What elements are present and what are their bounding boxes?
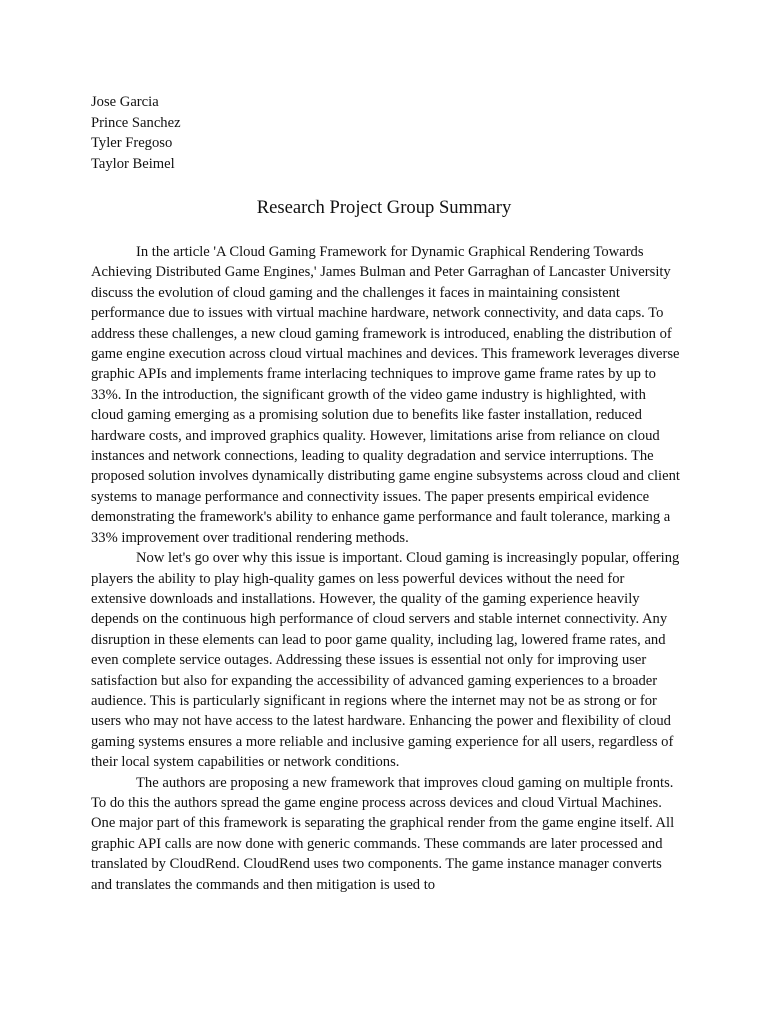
author-name: Tyler Fregoso [91,135,173,152]
author-name: Prince Sanchez [91,114,181,131]
document-title: Research Project Group Summary [256,197,512,218]
summary-paragraph-2: Now let's go over why this issue is important. Cloud gaming is increasingly popular, offering players the ability to play high-quality games on less powerful devices without the need for extensive downloads and installations. However, the quality of the gaming experience heavily depends on the continuous high performance of cloud servers and stable internet connectivity. Any disruption in these elements can lead to poor game quality, including lag, lowered frame rates, and even complete service outages. Addressing these issues is essential not only for improving user satisfaction but also for expanding the accessibility of advanced gaming experiences to a broader audience. This is particularly significant in regions where the internet may not be as strong or for users who may not have access to the latest hardware. Enhancing the power and flexibility of cloud gaming systems ensures a more reliable and inclusive gaming experience for all users, regardless of their local system capabilities or network conditions. [91,550,680,771]
summary-paragraph-1: In the article 'A Cloud Gaming Framework for Dynamic Graphical Rendering Towards Achieving Distributed Game Engines,' James Bulman and Peter Garraghan of Lancaster University discuss the evolution of cloud gaming and the challenges it faces in maintaining consistent performance due to issues with virtual machine hardware, network connectivity, and data caps. To address these challenges, a new cloud gaming framework is introduced, enabling the distribution of game engine execution across cloud virtual machines and devices. This framework leverages diverse graphic APIs and implements frame interlacing techniques to improve game frame rates by up to 33%. In the introduction, the significant growth of the video game industry is highlighted, with cloud gaming emerging as a promising solution due to benefits like faster installation, reduced hardware costs, and improved graphics quality. However, limitations arise from reliance on cloud instances and network connections, leading to quality degradation and service interruptions. The proposed solution involves dynamically distributing game engine subsystems across cloud and client systems to manage performance and connectivity issues. The paper presents empirical evidence demonstrating the framework's ability to enhance game performance and fault tolerance, marking a 33% improvement over traditional rendering methods. [91,244,680,546]
author-list [91,92,391,174]
document-body [91,242,681,895]
author-name: Taylor Beimel [91,155,175,172]
summary-paragraph-3: The authors are proposing a new framework that improves cloud gaming on multiple fronts. To do this the authors spread the game engine process across devices and cloud Virtual Machines. One major part of this framework is separating the graphical render from the game engine itself. All graphic API calls are now done with generic commands. These commands are later processed and translated by CloudRend. CloudRend uses two components. The game instance manager converts and translates the commands and then mitigation is used to [91,774,675,893]
author-name: Jose Garcia [91,94,159,110]
